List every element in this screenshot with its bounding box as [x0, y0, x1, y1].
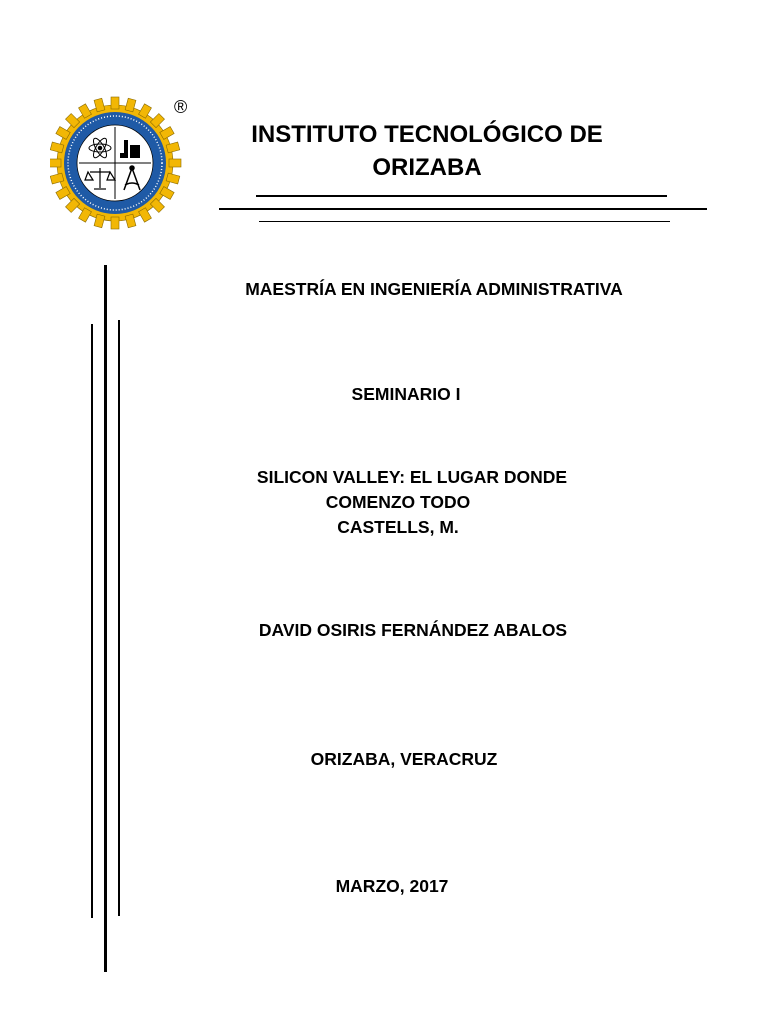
location: ORIZABA, VERACRUZ [310, 749, 498, 769]
title-rule-1 [256, 195, 667, 197]
student-name: DAVID OSIRIS FERNÁNDEZ ABALOS [258, 620, 568, 640]
gear-tooth [111, 97, 119, 109]
institution-line-1: INSTITUTO TECNOLÓGICO DE [251, 121, 603, 148]
work-title-line-2: COMENZO TODO [325, 492, 471, 512]
margin-rule-left [91, 324, 93, 918]
course-name: SEMINARIO I [351, 384, 461, 404]
gear-tooth [50, 159, 61, 167]
gear-tooth [111, 217, 119, 229]
margin-rule-thick [104, 265, 107, 972]
institute-seal-icon [50, 95, 195, 230]
date: MARZO, 2017 [335, 876, 449, 896]
margin-rule-right [118, 320, 120, 916]
title-rule-2 [219, 208, 707, 210]
work-title-line-1: SILICON VALLEY: EL LUGAR DONDE [256, 467, 568, 487]
work-title [206, 465, 618, 540]
institution-title [205, 118, 649, 184]
institution-line-2: ORIZABA [372, 154, 482, 181]
gear-tooth [169, 159, 181, 167]
program-name: MAESTRÍA EN INGENIERÍA ADMINISTRATIVA [245, 279, 623, 299]
work-author: CASTELLS, M. [337, 517, 459, 537]
title-rule-3 [259, 221, 670, 222]
registered-mark: ® [174, 97, 188, 117]
